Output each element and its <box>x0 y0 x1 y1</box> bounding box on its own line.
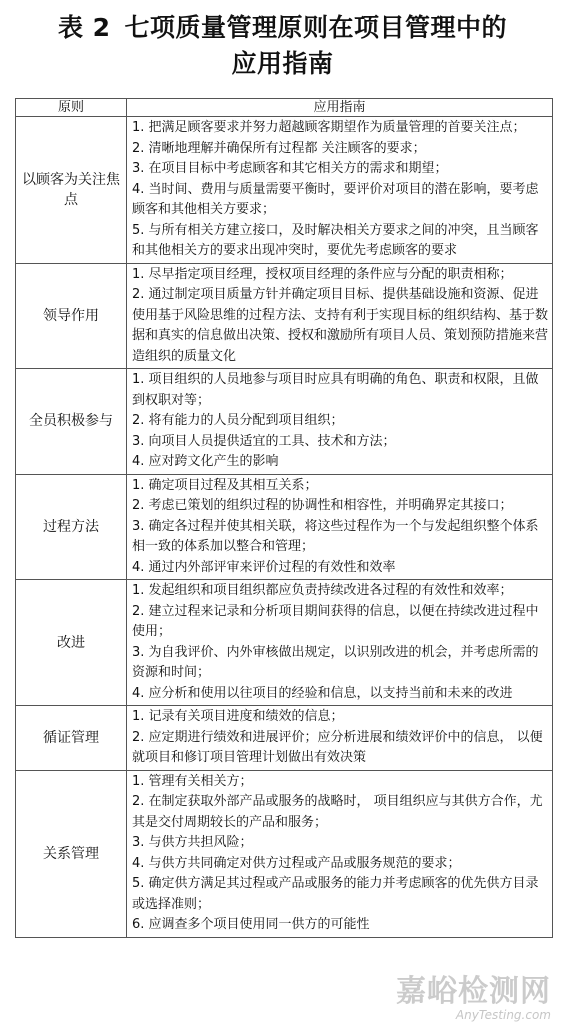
guide-item: 1. 把满足顾客要求并努力超越顾客期望作为质量管理的首要关注点； <box>132 120 526 135</box>
table-row <box>16 770 553 937</box>
guide-item: 3. 与供方共担风险； <box>132 835 253 850</box>
guide-item: 1. 记录有关项目进度和绩效的信息； <box>132 709 344 724</box>
guide-cell <box>127 580 553 706</box>
table-row <box>16 474 553 580</box>
table-row <box>16 117 553 264</box>
title-text-1: 七项质量管理原则在项目管理中的 <box>124 13 508 42</box>
table-row <box>16 706 553 771</box>
guide-cell <box>127 770 553 937</box>
guide-item: 5. 与所有相关方建立接口，及时解决相关方要求之间的冲突，且当顾客和其他相关方的要求出现冲突时，要优先考虑顾客的要求 <box>132 222 539 258</box>
table-body <box>16 117 553 938</box>
guide-item: 1. 发起组织和项目组织都应负责持续改进各过程的有效性和效率； <box>132 583 513 598</box>
guide-cell <box>127 263 553 369</box>
guide-cell <box>127 369 553 475</box>
watermark-cn: 嘉峪检测网 <box>396 974 551 1009</box>
guide-cell <box>127 706 553 771</box>
principle-cell: 循证管理 <box>16 706 127 771</box>
principle-cell: 过程方法 <box>16 474 127 580</box>
title-line-1 <box>0 10 565 46</box>
table-row <box>16 580 553 706</box>
watermark-en: AnyTesting.com <box>455 1008 551 1022</box>
table-row <box>16 263 553 369</box>
guide-item: 4. 应分析和使用以往项目的经验和信息，以支持当前和未来的改进 <box>132 685 513 701</box>
header-guide: 应用指南 <box>127 99 553 117</box>
guide-item: 3. 为自我评价、内外审核做出规定，以识别改进的机会，并考虑所需的资源和时间； <box>132 644 539 680</box>
guide-cell <box>127 474 553 580</box>
principles-table-container <box>15 98 552 938</box>
guide-item: 1. 尽早指定项目经理，授权项目经理的条件应与分配的职责相称； <box>132 266 513 282</box>
table-row <box>16 369 553 475</box>
watermark <box>396 976 551 1022</box>
guide-item: 4. 通过内外部评审来评价过程的有效性和效率 <box>132 559 396 575</box>
principle-cell: 以顾客为关注焦点 <box>16 117 127 264</box>
guide-item: 1. 确定项目过程及其相互关系； <box>132 477 318 493</box>
guide-item: 3. 确定各过程并使其相关联，将这些过程作为一个与发起组织整个体系相一致的体系加以整合和管理； <box>132 518 539 554</box>
guide-item: 3. 在项目目标中考虑顾客和其它相关方的需求和期望； <box>132 161 448 176</box>
guide-item: 2. 在制定获取外部产品或服务的战略时， 项目组织应与其供方合作，尤其是交付周期较长的产品和服务； <box>132 794 543 830</box>
guide-cell <box>127 117 553 264</box>
guide-item: 4. 当时间、费用与质量需要平衡时，要评价对项目的潜在影响，要考虑顾客和其他相关方要求； <box>132 181 539 217</box>
guide-item: 2. 建立过程来记录和分析项目期间获得的信息，以便在持续改进过程中使用； <box>132 603 539 639</box>
table-header-row <box>16 99 553 117</box>
guide-item: 2. 考虑已策划的组织过程的协调性和相容性，并明确界定其接口； <box>132 498 513 513</box>
principles-table <box>15 98 553 938</box>
guide-item: 4. 应对跨文化产生的影响 <box>132 454 279 469</box>
guide-item: 3. 向项目人员提供适宜的工具、技术和方法； <box>132 433 396 449</box>
principle-cell: 领导作用 <box>16 263 127 369</box>
title-line-2: 应用指南 <box>231 49 334 78</box>
guide-item: 4. 与供方共同确定对供方过程或产品或服务规范的要求； <box>132 855 461 871</box>
guide-item: 2. 应定期进行绩效和进展评价；应分析进展和绩效评价中的信息， 以便就项目和修订项目管理计划做出有效决策 <box>132 729 543 765</box>
table-number: 表 2 <box>57 13 111 42</box>
guide-item: 1. 管理有关相关方； <box>132 773 253 789</box>
guide-item: 6. 应调查多个项目使用同一供方的可能性 <box>132 917 370 932</box>
page-title <box>0 10 565 82</box>
principle-cell: 改进 <box>16 580 127 706</box>
principle-cell: 关系管理 <box>16 770 127 937</box>
guide-item: 2. 通过制定项目质量方针并确定项目目标、提供基础设施和资源、促进使用基于风险思维的过程方法、支持有利于实现目标的组织结构、基于数据和真实的信息做出决策、授权和激励所有项目人员、策划预防措施来营造组织的质量文化 <box>132 287 549 364</box>
guide-item: 5. 确定供方满足其过程或产品或服务的能力并考虑顾客的优先供方目录或选择准则； <box>132 876 539 912</box>
header-principle: 原则 <box>16 99 127 117</box>
principle-cell: 全员积极参与 <box>16 369 127 475</box>
guide-item: 1. 项目组织的人员地参与项目时应具有明确的角色、职责和权限，且做到权职对等； <box>132 372 539 408</box>
guide-item: 2. 将有能力的人员分配到项目组织； <box>132 413 344 428</box>
guide-item: 2. 清晰地理解并确保所有过程都 关注顾客的要求； <box>132 140 426 156</box>
